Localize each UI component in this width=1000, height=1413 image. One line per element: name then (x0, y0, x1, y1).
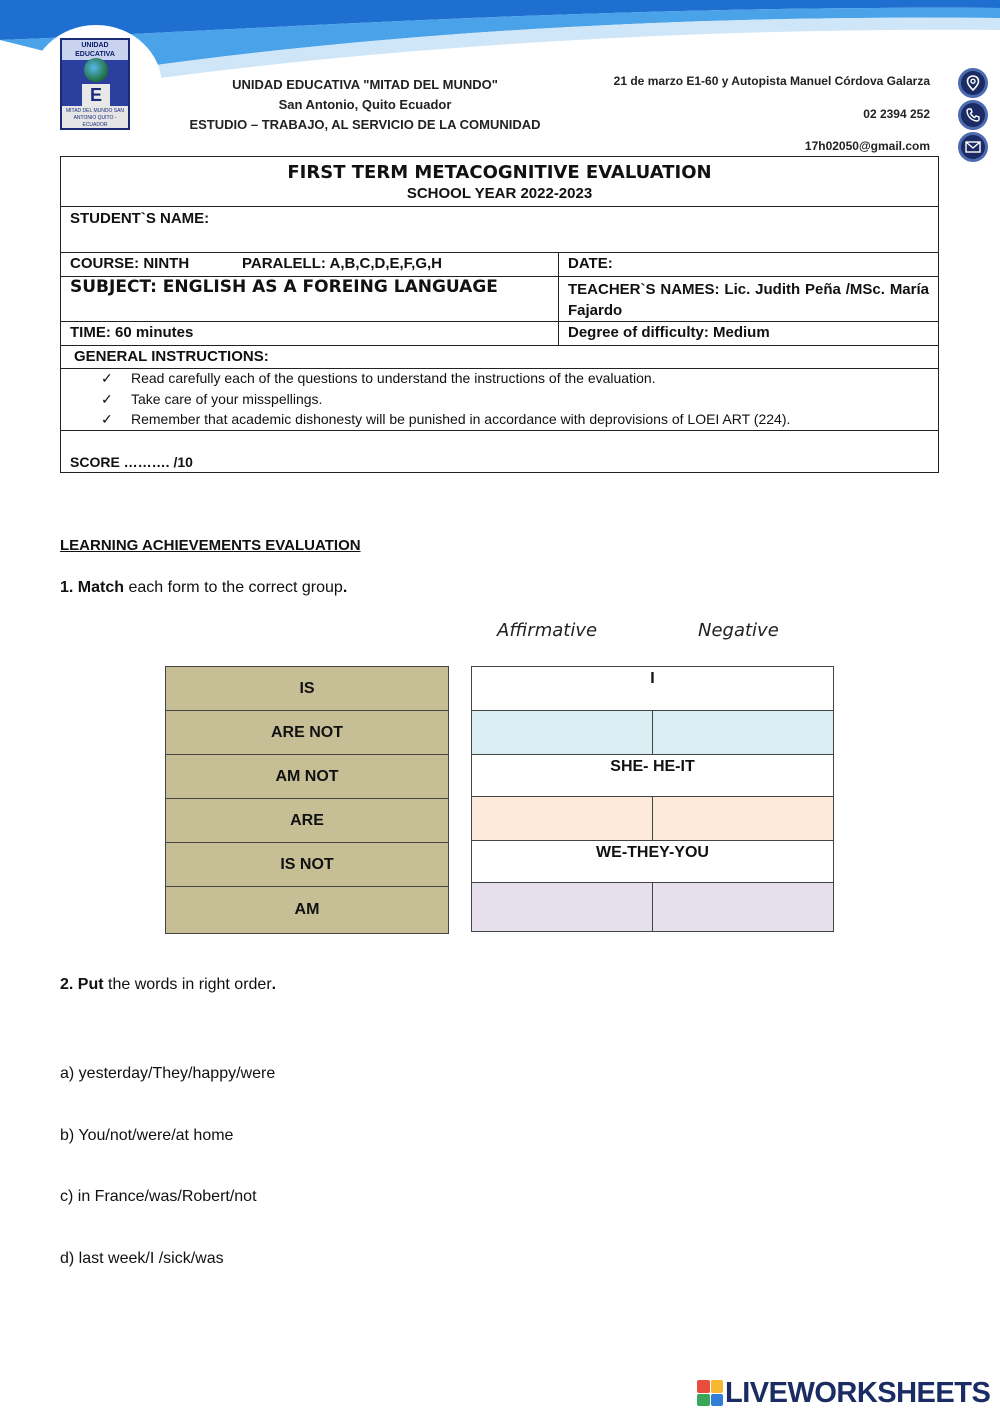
checkmark-icon: ✓ (101, 370, 113, 386)
question-1-title: 1. Match each form to the correct group. (60, 579, 348, 596)
school-address: 21 de marzo E1-60 y Autopista Manuel Córdova Galarza (613, 74, 930, 88)
phone-icon (958, 100, 988, 130)
course-label: COURSE: NINTH (70, 255, 190, 272)
exam-info-table (60, 156, 939, 473)
drop-slot-we-they-you-affirmative[interactable] (472, 883, 653, 931)
group-she-he-it-row (472, 797, 833, 841)
instruction-item: ✓ Read carefully each of the questions to understand the instructions of the evaluation. (101, 370, 656, 386)
date-label: DATE: (568, 255, 613, 272)
question-2-item-d: d) last week/I /sick/was (60, 1250, 224, 1267)
instruction-item: ✓ Take care of your misspellings. (101, 391, 323, 407)
drop-slot-she-he-it-affirmative[interactable] (472, 797, 653, 840)
time-label: TIME: 60 minutes (61, 322, 559, 345)
instructions-label: GENERAL INSTRUCTIONS: (74, 348, 269, 365)
affirmative-column-label: Affirmative (497, 620, 598, 641)
teachers-label: TEACHER`S NAMES: Lic. Judith Peña /MSc. María Fajardo (568, 281, 929, 319)
group-header-i: I (472, 667, 833, 711)
drop-slot-we-they-you-negative[interactable] (653, 883, 833, 931)
checkmark-icon: ✓ (101, 391, 113, 407)
school-location: San Antonio, Quito Ecuador (278, 97, 452, 112)
liveworksheets-brand (697, 1377, 990, 1409)
drop-slot-i-negative[interactable] (653, 711, 833, 754)
question-2-item-c: c) in France/was/Robert/not (60, 1188, 257, 1205)
liveworksheets-logo-icon (697, 1380, 723, 1406)
question-2-item-a: a) yesterday/They/happy/were (60, 1065, 276, 1082)
draggable-form-are-not[interactable]: ARE NOT (166, 711, 448, 755)
question-2-item-b: b) You/not/were/at home (60, 1127, 234, 1144)
parallel-label: PARALELL: A,B,C,D,E,F,G,H (242, 255, 442, 272)
groups-table (471, 666, 834, 932)
draggable-form-are[interactable]: ARE (166, 799, 448, 843)
school-name: UNIDAD EDUCATIVA "MITAD DEL MUNDO" (232, 77, 498, 92)
school-year: SCHOOL YEAR 2022-2023 (406, 184, 593, 202)
drop-slot-i-affirmative[interactable] (472, 711, 653, 754)
brand-name: LIVEWORKSHEETS (725, 1376, 991, 1409)
map-pin-icon (958, 68, 988, 98)
draggable-form-is[interactable]: IS (166, 667, 448, 711)
forms-list (165, 666, 449, 934)
logo-bottom-text: MITAD DEL MUNDO SAN ANTONIO QUITO - ECUADOR (62, 106, 128, 128)
globe-icon (84, 58, 108, 82)
difficulty-label: Degree of difficulty: Medium (568, 324, 770, 341)
drop-slot-she-he-it-negative[interactable] (653, 797, 833, 840)
draggable-form-am[interactable]: AM (166, 887, 448, 933)
group-we-they-you-row (472, 883, 833, 931)
section-title: LEARNING ACHIEVEMENTS EVALUATION (60, 537, 361, 554)
subject-label: SUBJECT: ENGLISH AS A FOREING LANGUAGE (61, 277, 559, 321)
instruction-item: ✓ Remember that academic dishonesty will be punished in accordance with deprovisions of LOEI ART (224). (101, 411, 791, 427)
draggable-form-am-not[interactable]: AM NOT (166, 755, 448, 799)
group-i-row (472, 711, 833, 755)
exam-title: FIRST TERM METACOGNITIVE EVALUATION (287, 161, 712, 183)
question-2-title: 2. Put the words in right order. (60, 976, 277, 993)
group-header-we-they-you: WE-THEY-YOU (472, 841, 833, 883)
envelope-icon (958, 132, 988, 162)
school-logo (60, 38, 130, 130)
negative-column-label: Negative (698, 620, 779, 641)
checkmark-icon: ✓ (101, 411, 113, 427)
logo-top-text: UNIDAD EDUCATIVA (62, 40, 128, 60)
school-phone: 02 2394 252 (863, 107, 930, 121)
student-name-label: STUDENT`S NAME: (70, 210, 210, 227)
logo-letter: E (82, 84, 110, 106)
school-email: 17h02050@gmail.com (804, 139, 930, 153)
school-motto: ESTUDIO – TRABAJO, AL SERVICIO DE LA COMUNIDAD (189, 117, 541, 132)
draggable-form-is-not[interactable]: IS NOT (166, 843, 448, 887)
score-label: SCORE ………. /10 (70, 454, 193, 470)
group-header-she-he-it: SHE- HE-IT (472, 755, 833, 797)
